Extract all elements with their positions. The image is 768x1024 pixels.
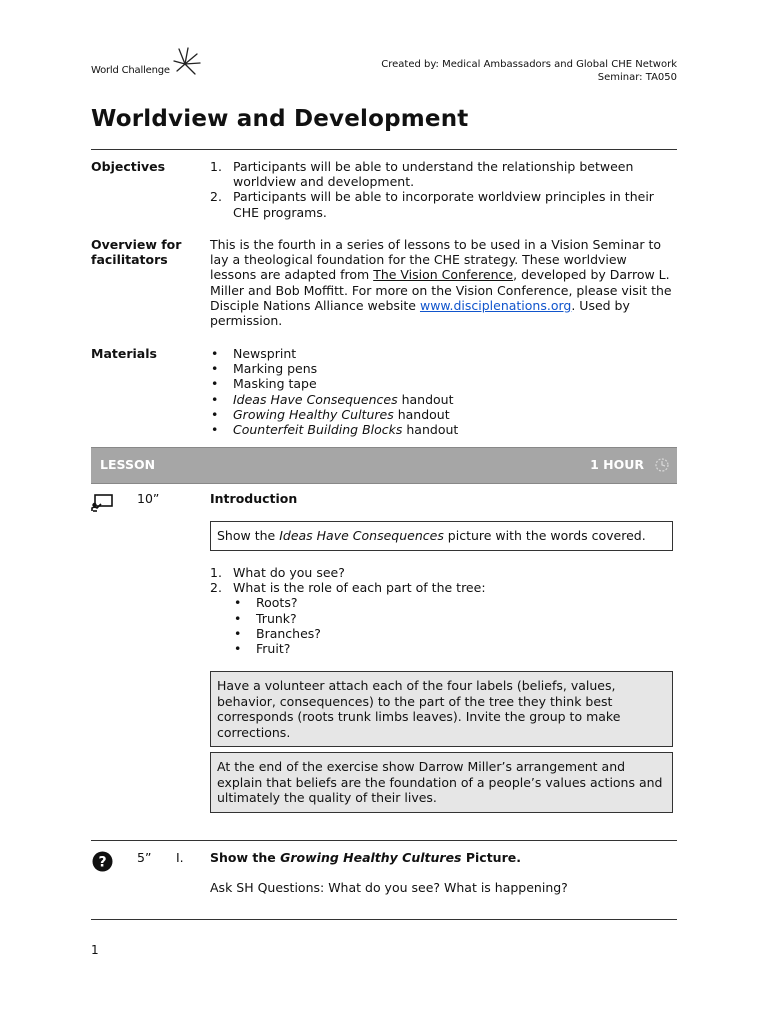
material-text: handout <box>402 422 459 438</box>
bullet: • <box>211 406 219 422</box>
objectives-list-container <box>210 159 675 220</box>
volunteer-instruction-box: Have a volunteer attach each of the four labels (beliefs, values, behavior, consequences) to the part of the tree they think best corresponds (roots trunk limbs leaves). Invite the group to make corrections. <box>210 671 673 747</box>
logo-text: World Challenge <box>91 65 170 76</box>
list-item <box>210 565 675 580</box>
overview-label-line: Overview for <box>91 237 182 252</box>
overview-label-line: facilitators <box>91 252 168 267</box>
clock-icon <box>654 457 670 473</box>
heading-italic: Growing Healthy Cultures <box>280 850 462 865</box>
materials-list-container <box>210 346 675 437</box>
question-icon <box>92 851 113 872</box>
heading-text: Show the <box>210 850 281 865</box>
list-item <box>233 626 675 641</box>
bullet: • <box>234 625 242 641</box>
tree-parts-list <box>233 595 675 656</box>
seminar-code: Seminar: TA050 <box>597 72 677 83</box>
list-item <box>210 407 675 422</box>
overview-text-b: , developed by Darrow L. Miller and Bob Moffitt. For more on the Vision Conference, please visit the Disciple Nations Alliance website <box>210 267 672 313</box>
material-italic: Counterfeit Building Blocks <box>233 422 403 438</box>
objective-text: Participants will be able to understand the relationship between worldview and development. <box>233 159 634 190</box>
item-number: 1. <box>210 565 222 580</box>
section-divider <box>91 840 677 841</box>
objective-text: Participants will be able to incorporate worldview principles in their CHE programs. <box>233 189 654 220</box>
materials-list <box>210 346 675 437</box>
material-text: Newsprint <box>233 346 297 361</box>
list-item <box>210 346 675 361</box>
overview-text-c: . Used by permission. <box>210 297 630 329</box>
tree-part: Fruit? <box>256 641 291 657</box>
section-time: 5” <box>137 850 152 865</box>
lesson-duration: 1 HOUR <box>590 457 644 472</box>
material-text: handout <box>393 406 450 422</box>
list-item <box>210 580 675 656</box>
list-item <box>233 595 675 610</box>
question-text: What is the role of each part of the tree: <box>233 580 486 596</box>
tree-part: Trunk? <box>256 610 297 626</box>
heading-text: Picture. <box>461 850 521 865</box>
arrangement-instruction-box: At the end of the exercise show Darrow Miller’s arrangement and explain that beliefs are the foundation of a people’s values actions and ultimately the quality of their lives. <box>210 752 673 813</box>
item-number: 1. <box>210 159 222 174</box>
title-divider <box>91 149 677 150</box>
credit-line: Created by: Medical Ambassadors and Global CHE Network <box>381 59 677 70</box>
section-heading <box>210 850 521 865</box>
section-time: 10” <box>137 491 160 506</box>
list-item <box>233 641 675 656</box>
bullet: • <box>211 361 219 377</box>
box-text: picture with the words covered. <box>443 528 646 543</box>
bullet: • <box>211 391 219 407</box>
item-number: 2. <box>210 189 222 205</box>
overview-text-a: This is the fourth in a series of lessons to be used in a Vision Seminar to lay a theological foundation for the CHE strategy. These worldview lessons are adapted from <box>210 237 662 283</box>
presentation-icon <box>91 493 115 513</box>
list-item <box>210 361 675 376</box>
bullet: • <box>211 346 219 361</box>
list-item <box>210 376 675 391</box>
credit-block <box>381 58 677 84</box>
svg-text:?: ? <box>98 854 107 871</box>
section-heading: Introduction <box>210 491 298 506</box>
material-text: Marking pens <box>233 361 318 377</box>
question-list <box>210 565 675 656</box>
logo-star-icon <box>173 46 203 78</box>
box-italic: Ideas Have Consequences <box>279 528 444 543</box>
bullet: • <box>234 610 242 626</box>
overview-label <box>91 237 181 267</box>
section-divider <box>91 919 677 920</box>
disciple-nations-link[interactable]: www.disciplenations.org <box>419 297 572 313</box>
material-text: handout <box>397 391 454 407</box>
section-text: Ask SH Questions: What do you see? What is happening? <box>210 880 568 895</box>
world-challenge-logo <box>91 44 206 80</box>
page-number: 1 <box>91 943 99 957</box>
overview-text <box>210 237 675 328</box>
instruction-box <box>210 521 673 551</box>
material-text: Masking tape <box>233 376 317 392</box>
bullet: • <box>211 376 219 392</box>
bullet: • <box>234 641 242 657</box>
list-item <box>210 189 675 219</box>
box-text: Show the <box>217 528 280 543</box>
material-italic: Growing Healthy Cultures <box>233 406 394 422</box>
bullet: • <box>211 422 219 438</box>
objectives-list <box>210 159 675 220</box>
lesson-label: LESSON <box>100 457 156 472</box>
page-title: Worldview and Development <box>91 106 469 132</box>
item-number: 2. <box>210 580 222 596</box>
lesson-header-bar <box>91 447 677 484</box>
objectives-label: Objectives <box>91 159 166 174</box>
bullet: • <box>234 595 242 611</box>
tree-part: Branches? <box>256 625 321 641</box>
vision-conference-title: The Vision Conference <box>373 267 514 283</box>
question-list-container <box>210 565 675 656</box>
list-item <box>210 159 675 189</box>
list-item <box>210 392 675 407</box>
material-italic: Ideas Have Consequences <box>233 391 398 407</box>
materials-label: Materials <box>91 346 157 361</box>
list-item <box>233 611 675 626</box>
list-item <box>210 422 675 437</box>
question-text: What do you see? <box>233 565 345 580</box>
section-numeral: I. <box>176 850 184 865</box>
tree-part: Roots? <box>256 595 298 611</box>
